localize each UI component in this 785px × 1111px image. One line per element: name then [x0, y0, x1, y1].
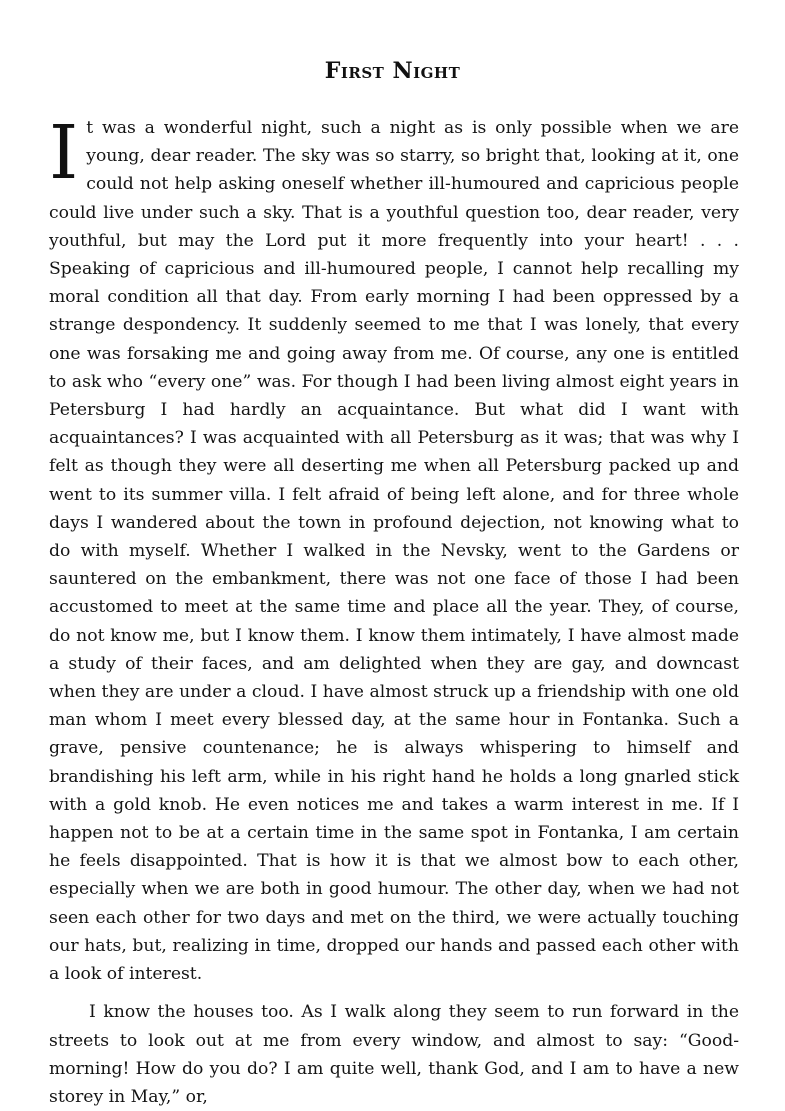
- chapter-body: [49, 110, 739, 1111]
- paragraph-2: [49, 998, 739, 1111]
- chapter-title: First Night: [324, 58, 461, 84]
- paragraph-1: [49, 110, 739, 988]
- drop-cap: I: [49, 110, 79, 196]
- paragraph-2-text: I know the houses too. As I walk along they seem to run forward in the streets to look out at me from every window, and almost to say: “Good-morning! How do you do? I am quite well, thank God, and I am to have a new storey in May,” or,: [49, 1002, 739, 1107]
- paragraph-1-text: t was a wonderful night, such a night as is only possible when we are young, dear reader. The sky was so starry, so bright that, looking at it, one could not help asking oneself whether ill-humoured and capricious people could live under such a sky. That is a youthful question too, dear reader, very youthful, but may the Lord put it more frequently into your heart! . . . Speaking of capricious and ill-humoured people, I cannot help recalling my moral condition all that day. From early morning I had been oppressed by a strange despondency. It suddenly seemed to me that I was lonely, that every one was forsaking me and going away from me. Of course, any one is entitled to ask who “every one” was. For though I had been living almost eight years in Petersburg I had hardly an acquaintance. But what did I want with acquaintances? I was acquainted with all Petersburg as it was; that was why I felt as though they were all deserting me when all Petersburg packed up and went to its summer villa. I felt afraid of being left alone, and for three whole days I wandered about the town in profound dejection, not knowing what to do with myself. Whether I walked in the Nevsky, went to the Gardens or sauntered on the embankment, there was not one face of those I had been accustomed to meet at the same time and place all the year. They, of course, do not know me, but I know them. I know them intimately, I have almost made a study of their faces, and am delighted when they are gay, and downcast when they are under a cloud. I have almost struck up a friendship with one old man whom I meet every blessed day, at the same hour in Fontanka. Such a grave, pensive countenance; he is always whispering to himself and brandishing his left arm, while in his right hand he holds a long gnarled stick with a gold knob. He even notices me and takes a warm interest in me. If I happen not to be at a certain time in the same spot in Fontanka, I am certain he feels disappointed. That is how it is that we almost bow to each other, especially when we are both in good humour. The other day, when we had not seen each other for two days and met on the third, we were actually touching our hats, but, realizing in time, dropped our hands and passed each other with a look of interest.: [49, 118, 739, 985]
